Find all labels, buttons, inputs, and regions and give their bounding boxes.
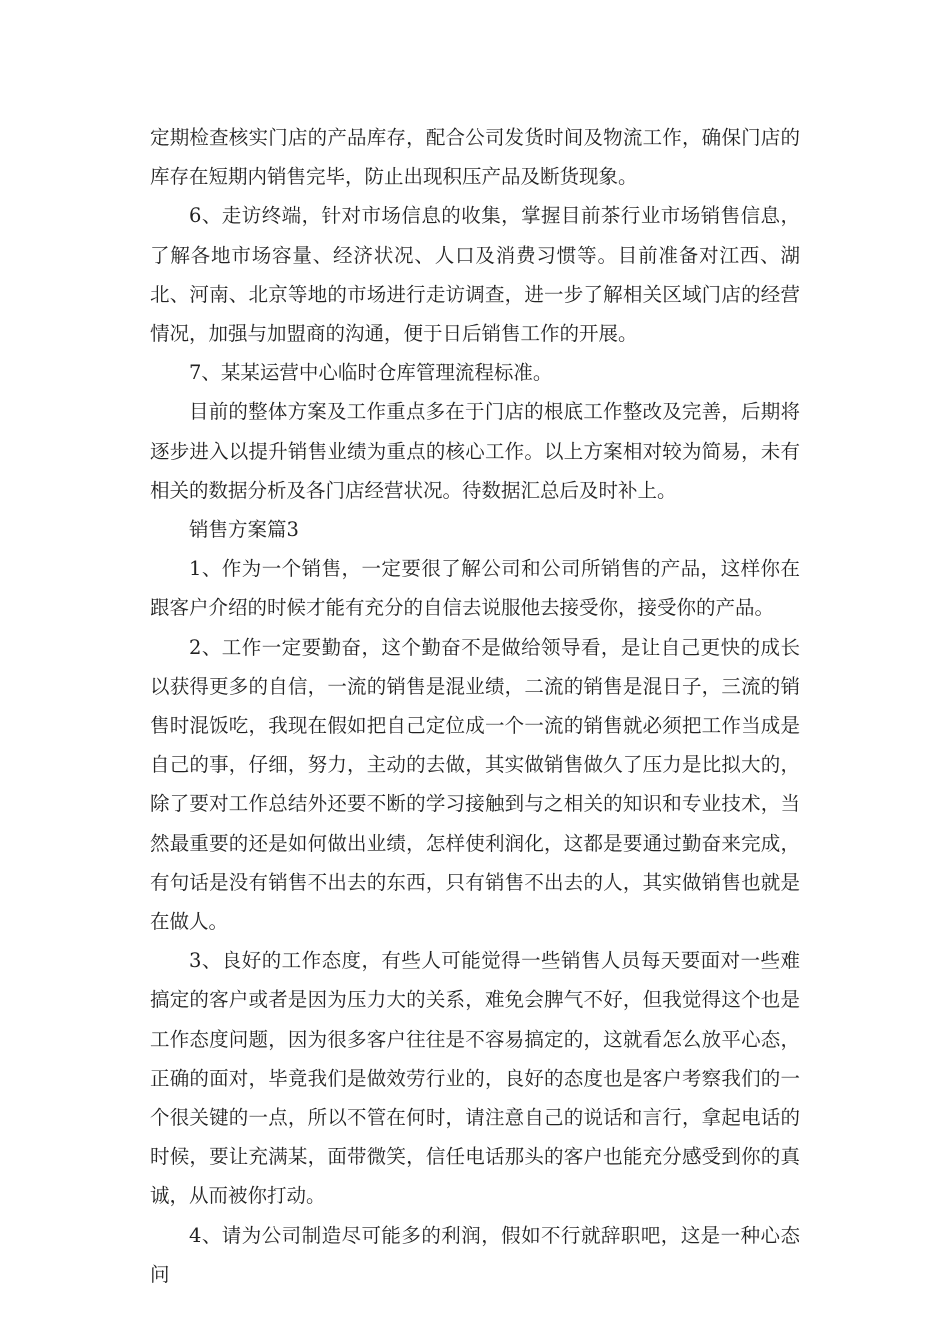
paragraph-point-4: 4、请为公司制造尽可能多的利润，假如不行就辞职吧，这是一种心态问 bbox=[150, 1223, 800, 1286]
document-body bbox=[150, 118, 800, 1294]
paragraph-point-1: 1、作为一个销售，一定要很了解公司和公司所销售的产品，这样你在跟客户介绍的时候才能有充分的自信去说服他去接受你，接受你的产品。 bbox=[150, 557, 800, 620]
paragraph-item-6: 6、走访终端，针对市场信息的收集，掌握目前茶行业市场销售信息，了解各地市场容量、经济状况、人口及消费习惯等。目前准备对江西、湖北、河南、北京等地的市场进行走访调查，进一步了解相关区域门店的经营情况，加强与加盟商的沟通，便于日后销售工作的开展。 bbox=[150, 204, 800, 346]
paragraph-summary: 目前的整体方案及工作重点多在于门店的根底工作整改及完善，后期将逐步进入以提升销售业绩为重点的核心工作。以上方案相对较为简易，未有相关的数据分析及各门店经营状况。待数据汇总后及时补上。 bbox=[150, 400, 800, 502]
paragraph-point-2: 2、工作一定要勤奋，这个勤奋不是做给领导看，是让自己更快的成长以获得更多的自信，一流的销售是混业绩，二流的销售是混日子，三流的销售时混饭吃，我现在假如把自己定位成一个一流的销售就必须把工作当成是自己的事，仔细，努力，主动的去做，其实做销售做久了压力是比拟大的，除了要对工作总结外还要不断的学习接触到与之相关的知识和专业技术，当然最重要的还是如何做出业绩，怎样使利润化，这都是要通过勤奋来完成，有句话是没有销售不出去的东西，只有销售不出去的人，其实做销售也就是在做人。 bbox=[150, 635, 800, 934]
paragraph-point-3: 3、良好的工作态度，有些人可能觉得一些销售人员每天要面对一些难搞定的客户或者是因为压力大的关系，难免会脾气不好，但我觉得这个也是工作态度问题，因为很多客户往往是不容易搞定的，这就看怎么放平心态，正确的面对，毕竟我们是做效劳行业的，良好的态度也是客户考察我们的一个很关键的一点，所以不管在何时，请注意自己的说话和言行，拿起电话的时候，要让充满某，面带微笑，信任电话那头的客户也能充分感受到你的真诚，从而被你打动。 bbox=[150, 949, 800, 1208]
section-heading: 销售方案篇3 bbox=[189, 518, 299, 542]
paragraph-inventory-check: 定期检查核实门店的产品库存，配合公司发货时间及物流工作，确保门店的库存在短期内销售完毕，防止出现积压产品及断货现象。 bbox=[150, 126, 800, 189]
paragraph-item-7: 7、某某运营中心临时仓库管理流程标准。 bbox=[189, 361, 553, 385]
